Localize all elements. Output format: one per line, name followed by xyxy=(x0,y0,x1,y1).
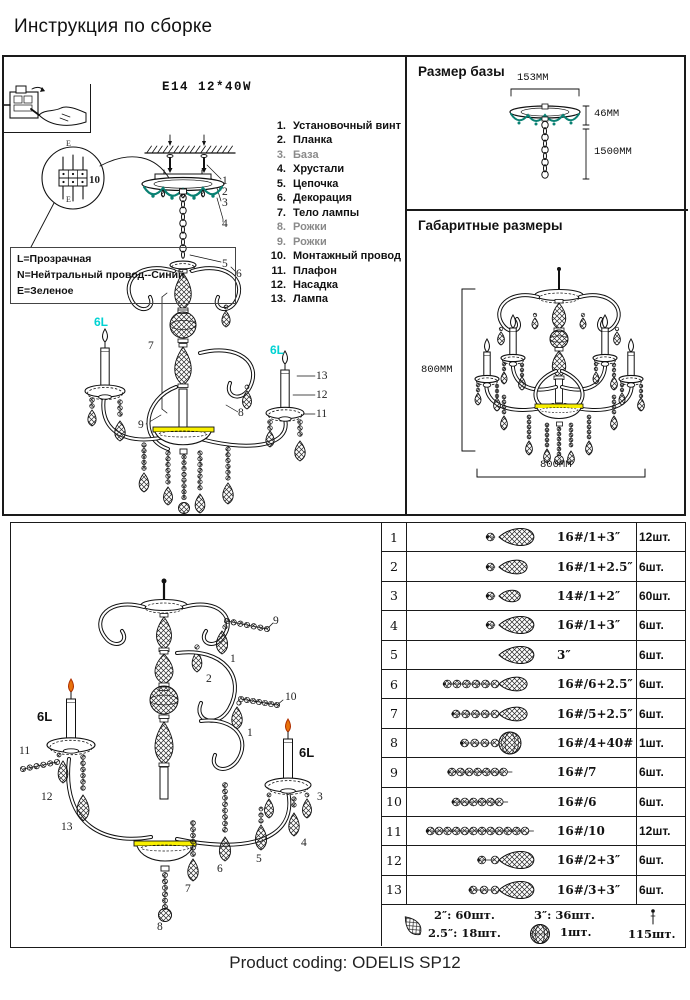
base-size-panel xyxy=(407,57,688,211)
dimension-panels xyxy=(407,57,688,514)
callout-10: 10 xyxy=(89,174,100,186)
callout-6: 6 xyxy=(217,863,223,875)
wiring-note xyxy=(10,247,236,304)
callout-10: 10 xyxy=(285,691,297,703)
parts-table-row xyxy=(382,641,685,670)
row-item xyxy=(407,670,637,698)
parts-list-item xyxy=(260,162,401,176)
callout-9: 9 xyxy=(273,615,279,627)
crystal-drop-icon xyxy=(398,911,428,941)
row-qty: 60шт. xyxy=(639,588,671,603)
callout-2: 2 xyxy=(206,673,212,685)
row-number: 9 xyxy=(382,758,407,786)
part-label: База xyxy=(293,148,319,161)
part-number: 8. xyxy=(276,221,286,234)
row-item xyxy=(407,758,637,786)
row-size: 16#/6+2.5″ xyxy=(557,677,633,692)
parts-list-item xyxy=(260,292,401,306)
row-size: 16#/1+2.5″ xyxy=(557,559,633,574)
part-label: Планка xyxy=(293,134,333,147)
callout-1: 1 xyxy=(222,175,228,187)
part-label: Рожки xyxy=(293,221,327,234)
summary-pin: 115шт. xyxy=(628,927,676,942)
part-number: 5. xyxy=(276,177,286,190)
overall-height-dim: 800MM xyxy=(421,364,453,376)
hand-switch-icon xyxy=(4,84,88,130)
part-label: Плафон xyxy=(293,264,337,277)
product-code: Product coding: ODELIS SP12 xyxy=(229,953,461,972)
crystal-string-icon xyxy=(407,847,557,873)
parts-table-row xyxy=(382,876,685,905)
chandelier-exploded-drawing xyxy=(11,523,381,946)
lamp-count-label: 6L xyxy=(37,709,53,724)
row-size: 16#/10 xyxy=(557,824,605,839)
part-label: Монтажный провод xyxy=(293,250,401,263)
wiring-note-line: N=Нейтральный провод--Синий xyxy=(17,268,185,281)
lamp-count-label: 6L xyxy=(299,745,315,760)
row-qty: 6шт. xyxy=(639,882,664,897)
parts-summary xyxy=(382,905,685,946)
crystal-string-icon xyxy=(407,877,557,903)
lamp-spec: E14 12*40W xyxy=(162,80,253,94)
part-number: 9. xyxy=(276,235,286,248)
crystal-string-icon xyxy=(407,818,557,844)
wiring-note-line: E=Зеленое xyxy=(17,284,74,297)
row-item xyxy=(407,552,637,580)
row-qty: 12шт. xyxy=(639,530,671,545)
row-number: 7 xyxy=(382,699,407,727)
parts-list-item xyxy=(260,177,401,191)
row-number: 4 xyxy=(382,611,407,639)
part-label: Цепочка xyxy=(293,177,339,190)
callout-12: 12 xyxy=(41,791,53,803)
row-qty: 12шт. xyxy=(639,824,671,839)
crystal-string-icon xyxy=(407,671,557,697)
part-number: 11. xyxy=(271,264,286,277)
crystal-string-icon xyxy=(407,612,557,638)
summary-25inch: 2.5″: 18шт. xyxy=(428,926,501,941)
callout-11: 11 xyxy=(316,408,328,420)
parts-list-item xyxy=(260,119,401,133)
crystal-string-icon xyxy=(407,789,557,815)
callout-11: 11 xyxy=(19,745,31,757)
row-number: 3 xyxy=(382,582,407,610)
earth-label-top: E xyxy=(66,139,71,148)
lamp-count-label: 6L xyxy=(270,343,285,357)
callout-4: 4 xyxy=(301,837,307,849)
bottom-section xyxy=(10,522,686,948)
part-number: 12. xyxy=(270,278,286,291)
row-number: 12 xyxy=(382,846,407,874)
base-height-dim: 46MM xyxy=(594,108,620,120)
row-size: 16#/2+3″ xyxy=(557,853,621,868)
parts-list-item xyxy=(260,278,401,292)
crystal-string-icon xyxy=(407,524,557,550)
callout-9: 9 xyxy=(138,419,144,431)
parts-list-item xyxy=(260,148,401,162)
row-number: 2 xyxy=(382,552,407,580)
callout-5: 5 xyxy=(256,853,262,865)
row-item xyxy=(407,729,637,757)
row-size: 16#/4+40# xyxy=(557,735,634,750)
row-item xyxy=(407,817,637,845)
callout-3: 3 xyxy=(317,791,323,803)
part-number: 7. xyxy=(276,206,286,219)
part-number: 2. xyxy=(276,134,286,147)
parts-list-item xyxy=(260,206,401,220)
row-size: 16#/5+2.5″ xyxy=(557,706,633,721)
part-label: Тело лампы xyxy=(293,206,360,219)
crystal-string-icon xyxy=(407,701,557,727)
part-label: Лампа xyxy=(293,293,329,306)
row-qty: 6шт. xyxy=(639,559,664,574)
row-item xyxy=(407,788,637,816)
callout-8: 8 xyxy=(157,921,163,933)
parts-list-item xyxy=(260,235,401,249)
part-label: Насадка xyxy=(293,278,339,291)
row-number: 5 xyxy=(382,641,407,669)
part-label: Хрустали xyxy=(293,163,345,176)
parts-table xyxy=(381,523,685,946)
callout-6: 6 xyxy=(236,268,242,280)
parts-table-row xyxy=(382,552,685,581)
row-number: 1 xyxy=(382,523,407,551)
callout-1: 1 xyxy=(247,727,253,739)
summary-2inch: 2″: 60шт. xyxy=(434,908,495,923)
row-qty: 6шт. xyxy=(639,765,664,780)
row-size: 16#/1+3″ xyxy=(557,618,621,633)
callout-7: 7 xyxy=(148,340,154,352)
part-number: 6. xyxy=(276,192,286,205)
base-panel-title: Размер базы xyxy=(418,64,505,79)
dims-panel-title: Габаритные размеры xyxy=(418,218,563,233)
row-number: 6 xyxy=(382,670,407,698)
crystal-string-icon xyxy=(407,583,557,609)
callout-1: 1 xyxy=(230,653,236,665)
part-number: 10. xyxy=(270,250,286,263)
wiring-note-line: L=Прозрачная xyxy=(17,253,92,265)
row-item xyxy=(407,699,637,727)
lamp-count-label: 6L xyxy=(94,315,109,329)
row-size: 3″ xyxy=(557,647,571,662)
power-off-illustration xyxy=(4,84,91,133)
exploded-view-panel xyxy=(11,523,381,946)
parts-table-row xyxy=(382,523,685,552)
row-number: 8 xyxy=(382,729,407,757)
chain-length-dim: 1500MM xyxy=(594,146,632,158)
parts-list-item xyxy=(260,133,401,147)
part-label: Рожки xyxy=(293,235,327,248)
crystal-string-icon xyxy=(407,730,557,756)
parts-table-row xyxy=(382,729,685,758)
callout-7: 7 xyxy=(185,883,191,895)
row-qty: 6шт. xyxy=(639,706,664,721)
overall-width-dim: 800MM xyxy=(540,459,572,471)
parts-list-item xyxy=(260,220,401,234)
part-number: 1. xyxy=(276,120,286,132)
part-label: Декорация xyxy=(293,192,352,205)
crystal-string-icon xyxy=(407,642,557,668)
row-item xyxy=(407,641,637,669)
row-item xyxy=(407,846,637,874)
parts-table-row xyxy=(382,611,685,640)
parts-list-item xyxy=(260,249,401,263)
parts-table-row xyxy=(382,582,685,611)
parts-list-item xyxy=(260,191,401,205)
part-label: Установочный винт xyxy=(293,120,401,132)
row-qty: 1шт. xyxy=(639,735,664,750)
callout-4: 4 xyxy=(222,218,228,230)
crystal-string-icon xyxy=(407,554,557,580)
row-qty: 6шт. xyxy=(639,647,664,662)
summary-3inch: 3″: 36шт. xyxy=(534,908,595,923)
parts-table-row xyxy=(382,699,685,728)
parts-list xyxy=(260,119,401,307)
parts-list-item xyxy=(260,264,401,278)
overall-size-panel xyxy=(407,211,688,514)
crystal-string-icon xyxy=(407,759,557,785)
callout-3: 3 xyxy=(222,197,228,209)
parts-table-row xyxy=(382,846,685,875)
crystal-ball-icon xyxy=(528,922,552,946)
callout-8: 8 xyxy=(238,407,244,419)
part-number: 13. xyxy=(270,293,286,306)
row-item xyxy=(407,523,637,551)
parts-table-row xyxy=(382,788,685,817)
row-item xyxy=(407,611,637,639)
callout-13: 13 xyxy=(61,821,73,833)
row-number: 11 xyxy=(382,817,407,845)
row-number: 10 xyxy=(382,788,407,816)
part-number: 4. xyxy=(276,163,286,176)
callout-5: 5 xyxy=(222,258,228,270)
earth-label-bottom: E xyxy=(66,195,71,204)
row-qty: 6шт. xyxy=(639,794,664,809)
callout-12: 12 xyxy=(316,389,328,401)
parts-table-row xyxy=(382,758,685,787)
row-qty: 6шт. xyxy=(639,853,664,868)
assembly-overview-panel xyxy=(4,57,407,514)
callout-2: 2 xyxy=(222,186,228,198)
row-number: 13 xyxy=(382,876,407,904)
row-size: 16#/7 xyxy=(557,765,597,780)
parts-table-row xyxy=(382,670,685,699)
page-title: Инструкция по сборке xyxy=(14,16,213,37)
callout-13: 13 xyxy=(316,370,328,382)
base-width-dim: 153MM xyxy=(517,72,549,84)
row-size: 14#/1+2″ xyxy=(557,588,621,603)
row-size: 16#/6 xyxy=(557,794,597,809)
pin-icon xyxy=(648,908,658,926)
part-number: 3. xyxy=(276,148,286,161)
row-size: 16#/3+3″ xyxy=(557,882,621,897)
row-size: 16#/1+3″ xyxy=(557,530,621,545)
row-item xyxy=(407,582,637,610)
top-section xyxy=(2,55,686,516)
row-qty: 6шт. xyxy=(639,677,664,692)
row-qty: 6шт. xyxy=(639,618,664,633)
parts-table-row xyxy=(382,817,685,846)
row-item xyxy=(407,876,637,904)
summary-ball: 1шт. xyxy=(560,925,592,940)
